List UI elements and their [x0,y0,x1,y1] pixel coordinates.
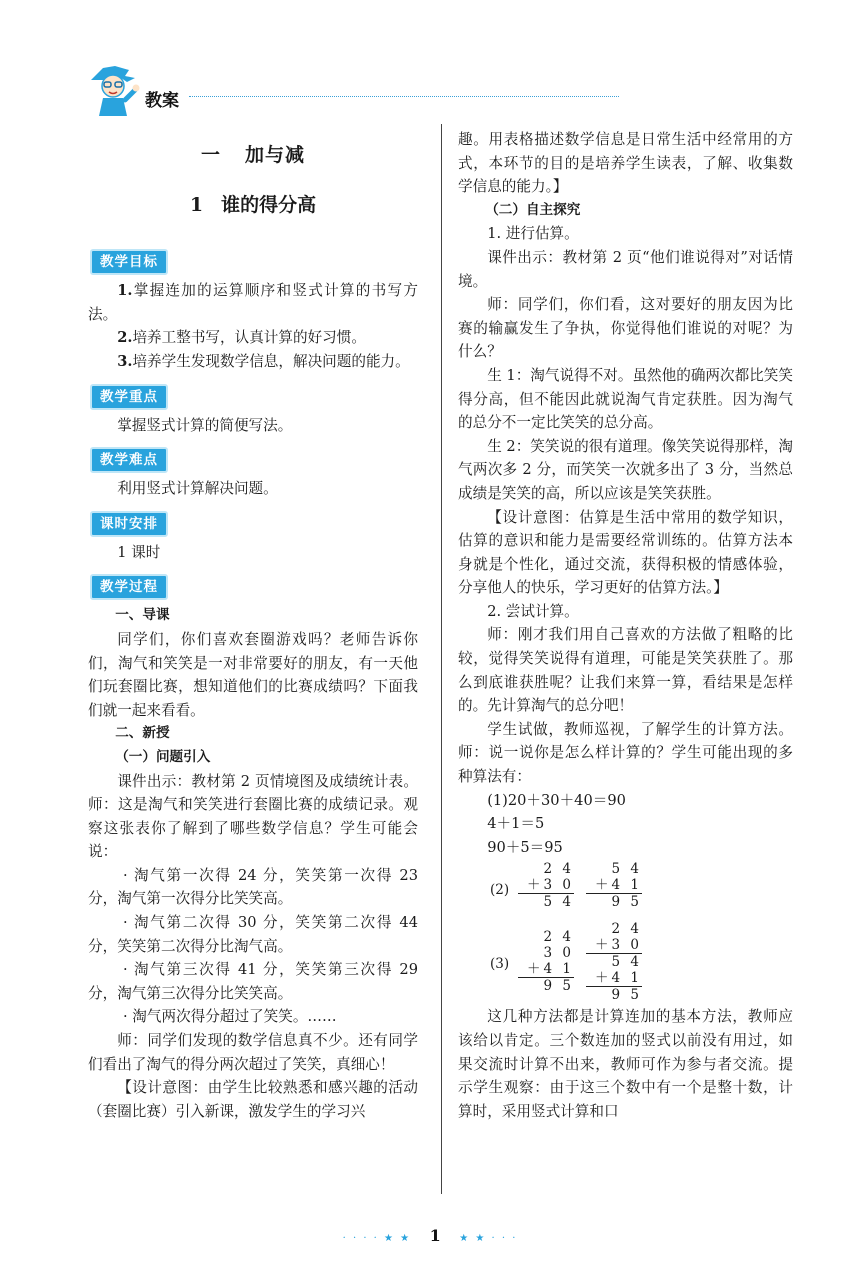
right-column [458,128,793,1123]
goals-label: 教学目标 [90,249,168,275]
calc-label: (3) [490,956,510,973]
left-column [88,128,418,1123]
chapter-number: 一 [200,144,221,166]
paragraph: 趣。用表格描述数学信息是日常生活中经常用的方式，本环节的目的是培养学生读表，了解、收集数学信息的能力。】 [458,131,793,196]
calc-line: 90＋5＝95 [487,838,563,856]
vertical-calc-column: 2 4 3 0 ＋4 1 9 5 [518,929,574,994]
bullet-item: · 淘气第二次得 30 分，笑笑第二次得 44 分，笑笑第二次得分比淘气高。 [88,914,418,955]
key-label: 教学重点 [90,384,168,410]
header-title: 教案 [145,91,179,111]
key-text: 掌握竖式计算的简便写法。 [117,416,293,434]
paragraph: 师：同学们，你们看，这对要好的朋友因为比赛的输赢发生了争执，你觉得他们谁说的对呢？为什么？ [458,296,793,361]
paragraph: 师：刚才我们用自己喜欢的方法做了粗略的比较，觉得笑笑说得有道理，可能是笑笑获胜了。那么到底谁获胜呢？让我们来算一算，看结果是怎样的。先计算淘气的总分吧！ [458,626,793,715]
calc-method-1 [458,789,793,860]
column-divider [441,124,442,1194]
calc-line: 4＋1＝5 [487,815,545,833]
footer-stars-left: · · · · ★ ★ [342,1233,412,1244]
paragraph: 生 1：淘气说得不对。虽然他的确两次都比笑笑得分高，但不能因此就说淘气肯定获胜。因为淘气的总分不一定比笑笑的总分高。 [458,366,793,432]
difficulty-text: 利用竖式计算解决问题。 [117,480,278,498]
boy-mascot-icon [85,60,141,118]
vertical-calc-column: 2 4 ＋3 0 5 4 ＋4 1 9 5 [586,921,642,1003]
subheading: 一、导课 [115,607,170,624]
paragraph: 【设计意图：由学生比较熟悉和感兴趣的活动（套圈比赛）引入新课，激发学生的学习兴 [88,1079,418,1120]
section-title [88,194,418,218]
step-heading: 1. 进行估算。 [487,225,579,243]
page-header [85,60,625,120]
page-number: 1 [429,1226,441,1245]
subheading: 二、新授 [115,725,170,742]
step-heading: 2. 尝试计算。 [487,602,579,620]
paragraph: 这几种方法都是计算连加的基本方法，教师应该给以肯定。三个数连加的竖式以前没有用过，如果交流时计算不出来，教师可作为参与者交流。提示学生观察：由于这三个数中有一个是整十数，计算时，采用竖式计算和口 [458,1008,793,1120]
calc-label: (2) [490,882,510,899]
subheading: （二）自主探究 [485,201,581,218]
footer-stars-right: ★ ★ · · · [459,1233,518,1244]
page-footer [0,1226,860,1245]
process-label: 教学过程 [90,574,168,600]
vertical-calc-2 [458,861,793,917]
paragraph: 生 2：笑笑说的很有道理。像笑笑说得那样，淘气两次多 2 分，而笑笑一次就多出了 3 分，当然总成绩是笑笑的高，所以应该是笑笑获胜。 [458,437,793,502]
paragraph: 同学们，你们喜欢套圈游戏吗？老师告诉你们，淘气和笑笑是一对非常要好的朋友，有一天他们玩套圈比赛，想知道他们的比赛成绩吗？下面我们就一起来看看。 [88,630,418,719]
subheading: （一）问题引入 [115,748,211,765]
vertical-calc-column: 5 4 ＋4 1 9 5 [586,861,642,910]
paragraph: 师：同学们发现的数学信息真不少。还有同学们看出了淘气的得分两次超过了笑笑，真细心！ [88,1032,418,1073]
section-number: 1 [189,193,204,216]
bullet-item: · 淘气第三次得 41 分，笑笑第三次得 29 分，淘气第三次得分比笑笑高。 [88,961,418,1002]
difficulty-label: 教学难点 [90,447,168,473]
goal-item: 1.掌握连加的运算顺序和竖式计算的书写方法。 [88,282,418,323]
bullet-item: · 淘气第一次得 24 分，笑笑第一次得 23 分，淘气第一次得分比笑笑高。 [88,866,418,908]
vertical-calc-3 [458,921,793,1005]
calc-line: (1)20＋30＋40＝90 [487,791,626,809]
paragraph: 课件出示：教材第 2 页“他们谁说得对”对话情境。 [458,248,793,290]
schedule-text: 1 课时 [117,543,161,561]
goal-item: 3.培养学生发现数学信息，解决问题的能力。 [117,352,410,370]
chapter-name: 加与减 [245,144,306,166]
goal-item: 2.培养工整书写，认真计算的好习惯。 [117,329,366,347]
bullet-item: · 淘气两次得分超过了笑笑。…… [123,1008,337,1026]
chapter-title [88,144,418,168]
paragraph: 学生试做，教师巡视，了解学生的计算方法。师：说一说你是怎么样计算的？学生可能出现的多种算法有： [458,720,793,786]
vertical-calc-column: 2 4 ＋3 0 5 4 [518,861,574,910]
paragraph: 课件出示：教材第 2 页情境图及成绩统计表。师：这是淘气和笑笑进行套圈比赛的成绩记录。观察这张表你了解到了哪些数学信息？学生可能会说： [88,772,418,861]
paragraph: 【设计意图：估算是生活中常用的数学知识，估算的意识和能力是需要经常训练的。估算方法本身就是个性化，通过交流，获得积极的情感体验，分享他人的快乐，学习更好的估算方法。】 [458,508,793,597]
header-dotted-line [189,96,619,97]
section-name: 谁的得分高 [221,193,317,216]
schedule-label: 课时安排 [90,511,168,537]
